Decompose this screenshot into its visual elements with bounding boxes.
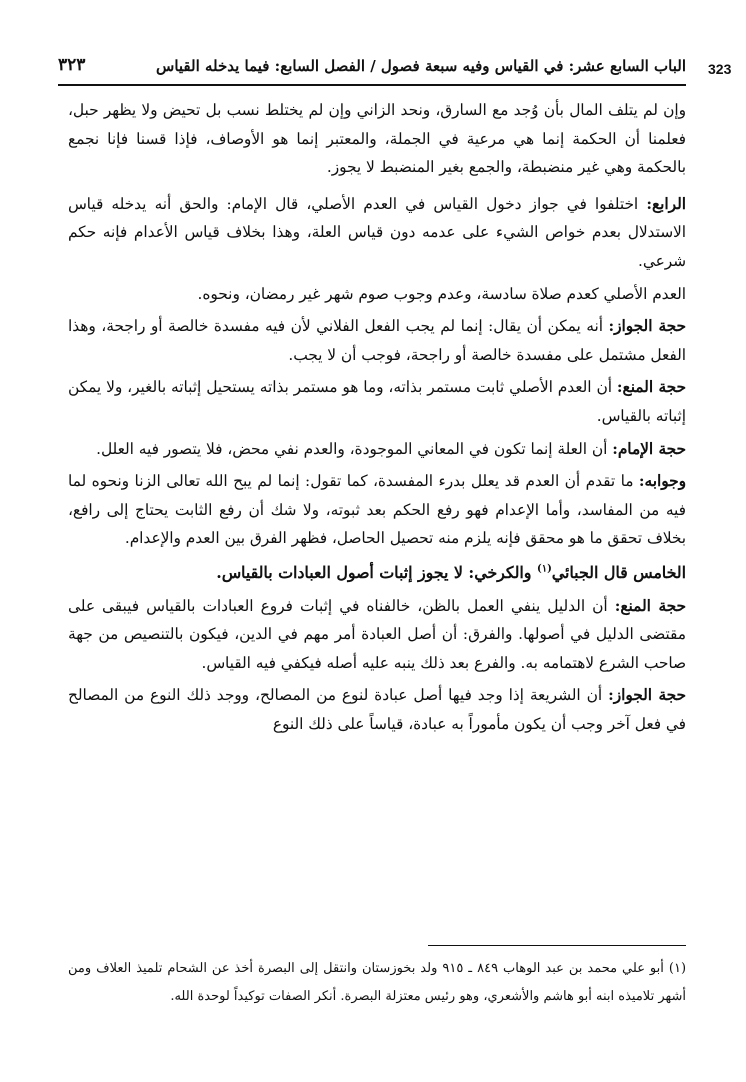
page-number-arabic: ٣٢٣	[58, 55, 86, 75]
paragraph-lead: الرابع:	[646, 194, 686, 213]
paragraph-prohibition-argument-2: حجة المنع: أن الدليل ينفي العمل بالظن، خالفناه في إثبات فروع العبادات بالقياس فيبقى على مقتضى الدليل في أصولها. والفرق: أن أصل العبادة أمر مهم في الدين، فيكون بالتنصيص من جهة صاحب الشرع لاهتمامه به. والفرع بعد ذلك ينبه عليه أصله فيكفي فيه القياس.	[68, 596, 686, 672]
paragraph-fourth: الرابع: اختلفوا في جواز دخول القياس في العدم الأصلي، قال الإمام: والحق أنه يدخله قياس الاستدلال بعدم خواص الشيء على عدمه دون قياس العلة، وهذا بخلاف قياس الأعدام فإنه حكم شرعي.	[68, 194, 686, 270]
paragraph-imam-argument: حجة الإمام: أن العلة إنما تكون في المعاني الموجودة، والعدم نفي محض، فلا يتصور فيه العلل.	[96, 439, 686, 458]
paragraph-1: وإن لم يتلف المال بأن وُجد مع السارق، ونحد الزاني وإن لم يختلط نسب بل تحيض ولا يظهر حبل، فعلمنا أن الحكمة إنما هي مرعية في الجملة، والمعتبر إنما هو الأوصاف، فإذا قسنا فإنا نجمع بالحكمة وهي غير منضبطة، والجمع بغير المنضبط لا يجوز.	[68, 101, 686, 177]
paragraph-lead: حجة الجواز:	[608, 317, 686, 336]
section-heading-fifth: الخامس قال الجبائي$^{(١)}$ والكرخي: لا يجوز إثبات أصول العبادات بالقياس.	[216, 562, 686, 582]
paragraph-lead: حجة الجواز:	[608, 686, 686, 705]
page-body	[68, 96, 686, 742]
footnote-ref: (١)	[536, 563, 552, 575]
paragraph-lead: حجة المنع:	[616, 378, 686, 397]
paragraph-lead: وجوابه:	[638, 472, 686, 491]
paragraph-answer: وجوابه: ما تقدم أن العدم قد يعلل بدرء المفسدة، كما تقول: إنما لم يبح الله تعالى الزنا ونحوه لما فيه من المفاسد، وأما الإعدام فهو رفع الحكم بعد ثبوته، ولا شك أن رفع الثابت يحتاج إلى رافع، بخلاف تحقق ما هو محقق فإنه يلزم منه تحصيل الحاصل، فظهر الفرق بين العدم والإعدام.	[68, 472, 686, 548]
footnote-divider	[428, 945, 686, 946]
page-number: 323	[708, 61, 732, 77]
paragraph-lead: حجة المنع:	[614, 596, 686, 615]
paragraph-lead: حجة الإمام:	[612, 439, 686, 458]
paragraph-permission-argument: حجة الجواز: أنه يمكن أن يقال: إنما لم يجب الفعل الفلاني لأن فيه مفسدة خالصة أو راجحة، وهذا الفعل مشتمل على مفسدة خالصة أو راجحة، فوجب أن لا يجب.	[68, 317, 686, 364]
chapter-title: الباب السابع عشر: في القياس وفيه سبعة فصول / الفصل السابع: فيما يدخله القياس	[156, 57, 686, 75]
paragraph-permission-argument-2: حجة الجواز: أن الشريعة إذا وجد فيها أصل عبادة لنوع من المصالح، ووجد ذلك النوع من المصالح في فعل آخر وجب أن يكون مأموراً به عبادة، قياساً على ذلك النوع	[68, 686, 686, 733]
paragraph-prohibition-argument: حجة المنع: أن العدم الأصلي ثابت مستمر بذاته، وما هو مستمر بذاته يستحيل إثباته بالغير، ولا يمكن إثباته بالقياس.	[68, 378, 686, 425]
footnote: (١) أبو علي محمد بن عبد الوهاب ٨٤٩ ـ ٩١٥ ولد بخوزستان وانتقل إلى البصرة أخذ عن الشحام تلميذ العلاف ومن أشهر تلاميذه ابنه أبو هاشم والأشعري، وهو رئيس معتزلة البصرة. أنكر الصفات توكيداً لوحدة الله.	[68, 961, 687, 1004]
running-header	[58, 50, 732, 86]
paragraph-example: العدم الأصلي كعدم صلاة سادسة، وعدم وجوب صوم شهر غير رمضان، ونحوه.	[197, 284, 686, 303]
